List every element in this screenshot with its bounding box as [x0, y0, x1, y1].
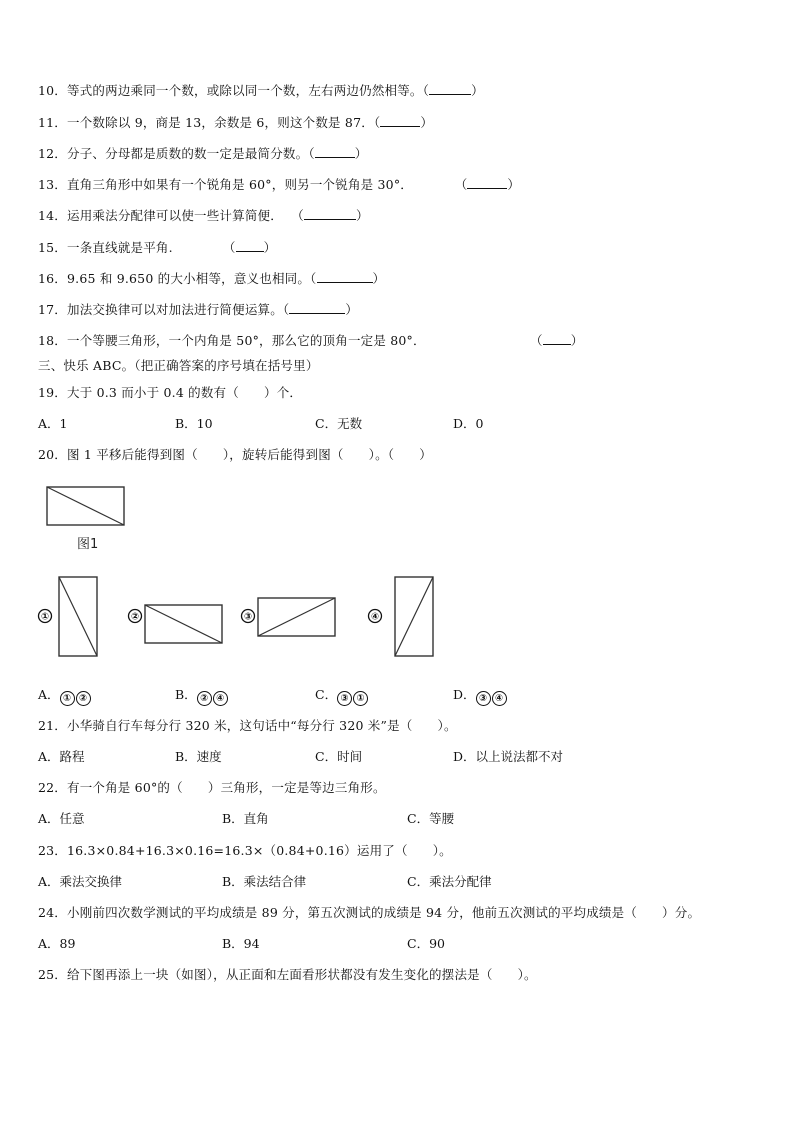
circled-number: ①: [60, 691, 75, 706]
option-d[interactable]: D．0: [453, 416, 484, 431]
question-number: 17．: [38, 302, 68, 317]
question-22-stem: 22．有一个角是 60°的（ ）三角形，一定是等边三角形。: [38, 780, 386, 795]
question-15: 15．一条直线就是平角. （ ）: [38, 240, 277, 255]
question-text: 分子、分母都是质数的数一定是最简分数。（: [67, 146, 315, 161]
option-b[interactable]: B．10: [175, 416, 213, 431]
shape-1: [39, 577, 98, 656]
question-16: 16．9.65 和 9.650 的大小相等，意义也相同。（ ）: [38, 271, 386, 286]
option-d[interactable]: D． ③ ④: [453, 686, 508, 706]
question-text: 9.65 和 9.650 的大小相等，意义也相同。（: [67, 271, 317, 286]
question-18: 18．一个等腰三角形，一个内角是 50°，那么它的顶角一定是 80°． （ ）: [38, 333, 584, 348]
option-a[interactable]: A．89: [38, 936, 76, 951]
question-21-stem: 21．小华骑自行车每分行 320 米，这句话中“每分行 320 米”是（ ）。: [38, 718, 457, 733]
question-text: 一个等腰三角形，一个内角是 50°，那么它的顶角一定是 80°．: [67, 333, 426, 348]
question-number: 10．: [38, 83, 68, 98]
option-b[interactable]: B．直角: [222, 811, 269, 826]
option-c[interactable]: C． ③ ①: [315, 686, 369, 706]
option-a[interactable]: A．1: [38, 416, 68, 431]
question-20-options: [38, 686, 758, 704]
question-text: 等式的两边乘同一个数，或除以同一个数，左右两边仍然相等。（: [67, 83, 430, 98]
figure-1-rectangle: [47, 487, 124, 525]
question-text: 运用乘法分配律可以使一些计算简便． （: [67, 208, 304, 223]
option-c[interactable]: C．等腰: [407, 811, 455, 826]
section-heading: 三、快乐 ABC。（把正确答案的序号填在括号里）: [38, 358, 319, 373]
question-text: 加法交换律可以对加法进行简便运算。（: [67, 302, 290, 317]
question-number: 11．: [38, 115, 68, 130]
question-number: 15．: [38, 240, 68, 255]
question-23-stem: 23．16.3×0.84+16.3×0.16=16.3×（0.84+0.16）运用了（ ）。: [38, 843, 452, 858]
option-d[interactable]: D．以上说法都不对: [453, 749, 564, 764]
question-13: 13．直角三角形中如果有一个锐角是 60°，则另一个锐角是 30°． （ ）: [38, 177, 521, 192]
circled-number: ②: [76, 691, 91, 706]
svg-text:①: ①: [40, 611, 50, 623]
question-22-options: [38, 810, 758, 828]
option-b[interactable]: B． ② ④: [175, 686, 229, 706]
svg-text:④: ④: [370, 611, 380, 623]
option-c[interactable]: C．乘法分配律: [407, 874, 492, 889]
question-text: 一个数除以 9，商是 13，余数是 6，则这个数是 87．（: [67, 115, 381, 130]
circled-number: ③: [337, 691, 352, 706]
question-number: 18．: [38, 333, 68, 348]
question-number: 13．: [38, 177, 68, 192]
question-text: 一条直线就是平角. （: [67, 240, 236, 255]
svg-text:②: ②: [130, 611, 140, 623]
question-number: 12．: [38, 146, 68, 161]
shape-4: [369, 577, 434, 656]
question-23-options: [38, 873, 758, 891]
option-c[interactable]: C．时间: [315, 749, 363, 764]
option-b[interactable]: B．速度: [175, 749, 222, 764]
option-b[interactable]: B．94: [222, 936, 260, 951]
circled-number: ④: [213, 691, 228, 706]
circled-number: ④: [492, 691, 507, 706]
option-c[interactable]: C．90: [407, 936, 445, 951]
question-24-stem: 24．小刚前四次数学测试的平均成绩是 89 分，第五次测试的成绩是 94 分，他前五次测试的平均成绩是（ ）分。: [38, 905, 701, 920]
shape-2: [129, 605, 223, 643]
circled-number: ①: [353, 691, 368, 706]
figure-1-label: 图1: [77, 537, 99, 552]
option-a[interactable]: A． ① ②: [38, 686, 92, 706]
question-11: 11．一个数除以 9，商是 13，余数是 6，则这个数是 87．（ ）: [38, 115, 434, 130]
question-21-options: [38, 748, 758, 766]
question-text: 直角三角形中如果有一个锐角是 60°，则另一个锐角是 30°．: [67, 177, 413, 192]
question-19-stem: 19．大于 0.3 而小于 0.4 的数有（ ）个．: [38, 385, 303, 400]
question-12: 12．分子、分母都是质数的数一定是最简分数。（ ）: [38, 146, 368, 161]
option-b[interactable]: B．乘法结合律: [222, 874, 307, 889]
option-a[interactable]: A．任意: [38, 811, 85, 826]
question-17: 17．加法交换律可以对加法进行简便运算。（ ）: [38, 302, 359, 317]
question-10: 10．等式的两边乘同一个数，或除以同一个数，左右两边仍然相等。（ ）: [38, 83, 484, 98]
circled-number: ③: [476, 691, 491, 706]
question-number: 16．: [38, 271, 68, 286]
shape-3: [242, 598, 336, 636]
question-24-options: [38, 935, 758, 953]
circled-number: ②: [197, 691, 212, 706]
option-a[interactable]: A．乘法交换律: [38, 874, 123, 889]
option-a[interactable]: A．路程: [38, 749, 85, 764]
option-c[interactable]: C．无数: [315, 416, 363, 431]
question-number: 14．: [38, 208, 68, 223]
question-14: 14．运用乘法分配律可以使一些计算简便． （ ）: [38, 208, 369, 223]
question-20-stem: 20．图 1 平移后能得到图（ ），旋转后能得到图（ ）。（ ）: [38, 447, 432, 462]
svg-text:③: ③: [243, 611, 253, 623]
question-25-stem: 25．给下图再添上一块（如图），从正面和左面看形状都没有发生变化的摆法是（ ）。: [38, 967, 537, 982]
